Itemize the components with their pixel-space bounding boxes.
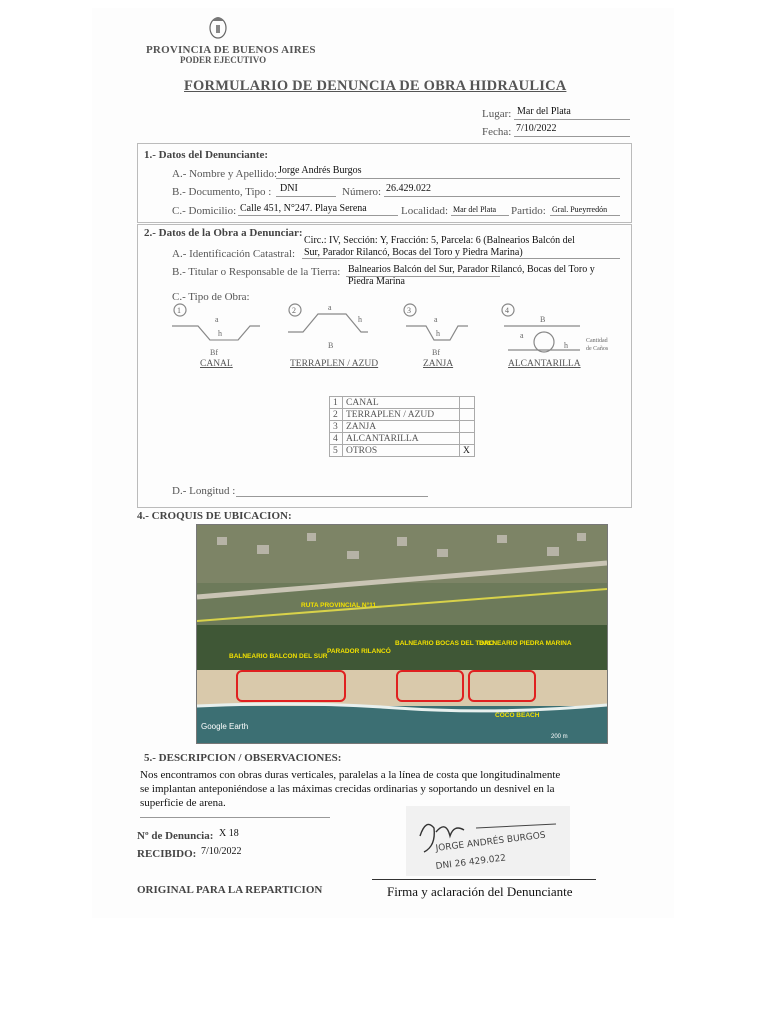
diagram-4-note-1: Cantidad: [586, 338, 608, 344]
form-title: FORMULARIO DE DENUNCIA DE OBRA HIDRAULICA: [184, 78, 567, 94]
number-value: 26.429.022: [386, 183, 431, 194]
work-type-table: [329, 396, 475, 457]
complaint-number-value: X 18: [219, 828, 239, 839]
name-value: Jorge Andrés Burgos: [278, 165, 362, 176]
diagram-2-b: B: [328, 341, 334, 350]
owner-value-1: Balnearios Balcón del Sur, Parador Rilancó, Bocas del Toro y: [348, 264, 595, 275]
address-label: C.- Domicilio:: [172, 205, 237, 217]
received-value: 7/10/2022: [201, 846, 242, 857]
description-line-1: Nos encontramos con obras duras verticales, paralelas a la línea de costa que longitudinalmente: [140, 769, 561, 781]
section2-title: 2.- Datos de la Obra a Denunciar:: [144, 227, 303, 239]
place-label: Lugar:: [482, 108, 512, 120]
signature-dni: DNI 26 429.022: [435, 853, 507, 872]
executive-power: PODER EJECUTIVO: [180, 55, 267, 65]
diagram-2-caption: TERRAPLEN / AZUD: [290, 359, 379, 369]
district-value: Gral. Pueyrredón: [552, 205, 608, 214]
date-label: Fecha:: [482, 126, 512, 138]
diagram-3-h: h: [436, 329, 440, 338]
owner-label: B.- Titular o Responsable de la Tierra:: [172, 266, 341, 278]
map-label-coco: COCO BEACH: [495, 712, 540, 719]
date-value: 7/10/2022: [516, 123, 557, 134]
section1-title: 1.- Datos del Denunciante:: [144, 149, 269, 161]
province-seal-icon: [207, 11, 229, 41]
map-label-bocas: BALNEARIO BOCAS DEL TORO: [395, 640, 495, 647]
diagram-2-a: a: [328, 303, 332, 312]
signature-caption: Firma y aclaración del Denunciante: [387, 884, 573, 899]
option-num: 3: [330, 421, 343, 433]
map-label-rilanco: PARADOR RILANCÓ: [327, 648, 391, 655]
description-line-2: se implantan anteponiéndose a las máximas crecidas ordinarias y soportando un desnivel en la: [140, 783, 555, 795]
table-row: [330, 445, 475, 457]
option-label: OTROS: [343, 445, 460, 457]
received-label: RECIBIDO:: [137, 848, 197, 860]
google-earth-watermark: Google Earth: [201, 722, 249, 731]
work-type-diagrams: [168, 300, 628, 360]
option-mark[interactable]: [460, 433, 475, 445]
owner-value-2: Piedra Marina: [348, 276, 405, 287]
locality-value: Mar del Plata: [453, 205, 497, 214]
map-label-balcon: BALNEARIO BALCON DEL SUR: [229, 653, 328, 660]
diagram-4-h: h: [564, 341, 568, 350]
doc-type: DNI: [280, 183, 298, 194]
diagram-4-note-2: de Caños: [586, 346, 609, 352]
cadastral-value-2: Sur, Parador Rilancó, Bocas del Toro y Piedra Marina): [304, 247, 523, 258]
diagram-2-h: h: [358, 315, 362, 324]
table-row: [330, 421, 475, 433]
name-label: A.- Nombre y Apellido:: [172, 168, 278, 180]
number-label: Número:: [342, 186, 382, 198]
table-row: [330, 433, 475, 445]
diagram-1-b: Bf: [210, 348, 218, 357]
diagram-4-num: 4: [505, 306, 509, 315]
option-label: ZANJA: [343, 421, 460, 433]
option-mark[interactable]: [460, 397, 475, 409]
option-label: CANAL: [343, 397, 460, 409]
option-label: ALCANTARILLA: [343, 433, 460, 445]
section4-title: 4.- CROQUIS DE UBICACION:: [137, 510, 292, 522]
diagram-3-b: Bf: [432, 348, 440, 357]
diagram-1-caption: CANAL: [200, 359, 233, 369]
option-mark[interactable]: X: [460, 445, 475, 457]
option-num: 1: [330, 397, 343, 409]
map-scale: 200 m: [551, 734, 568, 740]
diagram-1-num: 1: [177, 306, 181, 315]
option-mark[interactable]: [460, 409, 475, 421]
description-line-3: superficie de arena.: [140, 797, 226, 809]
diagram-3-a: a: [434, 315, 438, 324]
district-label: Partido:: [511, 205, 546, 217]
cadastral-value-1: Circ.: IV, Sección: Y, Fracción: 5, Parcela: 6 (Balnearios Balcón del: [304, 235, 575, 246]
diagram-2-num: 2: [292, 306, 296, 315]
complaint-number-label: Nº de Denuncia:: [137, 830, 214, 842]
diagram-3-num: 3: [407, 306, 411, 315]
option-label: TERRAPLEN / AZUD: [343, 409, 460, 421]
table-row: [330, 409, 475, 421]
diagram-4-caption: ALCANTARILLA: [508, 359, 581, 369]
option-num: 2: [330, 409, 343, 421]
option-num: 5: [330, 445, 343, 457]
doc-label: B.- Documento, Tipo :: [172, 186, 272, 198]
option-mark[interactable]: [460, 421, 475, 433]
option-num: 4: [330, 433, 343, 445]
signature-name: JORGE ANDRÉS BURGOS: [435, 830, 547, 854]
location-map: [196, 524, 608, 744]
place-value: Mar del Plata: [517, 106, 571, 117]
address-value: Calle 451, N°247. Playa Serena: [240, 203, 367, 214]
map-road-label: RUTA PROVINCIAL N°11: [301, 602, 377, 609]
diagram-4-a: a: [520, 331, 524, 340]
map-label-piedra: BALNEARIO PIEDRA MARINA: [479, 640, 572, 647]
signature-image: [406, 806, 570, 876]
diagram-1-a: a: [215, 315, 219, 324]
table-row: [330, 397, 475, 409]
section5-title: 5.- DESCRIPCION / OBSERVACIONES:: [144, 752, 342, 764]
length-label: D.- Longitud :: [172, 485, 236, 497]
cadastral-label: A.- Identificación Catastral:: [172, 248, 296, 260]
diagram-3-caption: ZANJA: [423, 359, 454, 369]
diagram-1-h: h: [218, 329, 222, 338]
province-name: PROVINCIA DE BUENOS AIRES: [146, 44, 316, 56]
original-note: ORIGINAL PARA LA REPARTICION: [137, 884, 323, 896]
type-label: C.- Tipo de Obra:: [172, 291, 250, 303]
locality-label: Localidad:: [401, 205, 449, 217]
diagram-4-b: B: [540, 315, 546, 324]
